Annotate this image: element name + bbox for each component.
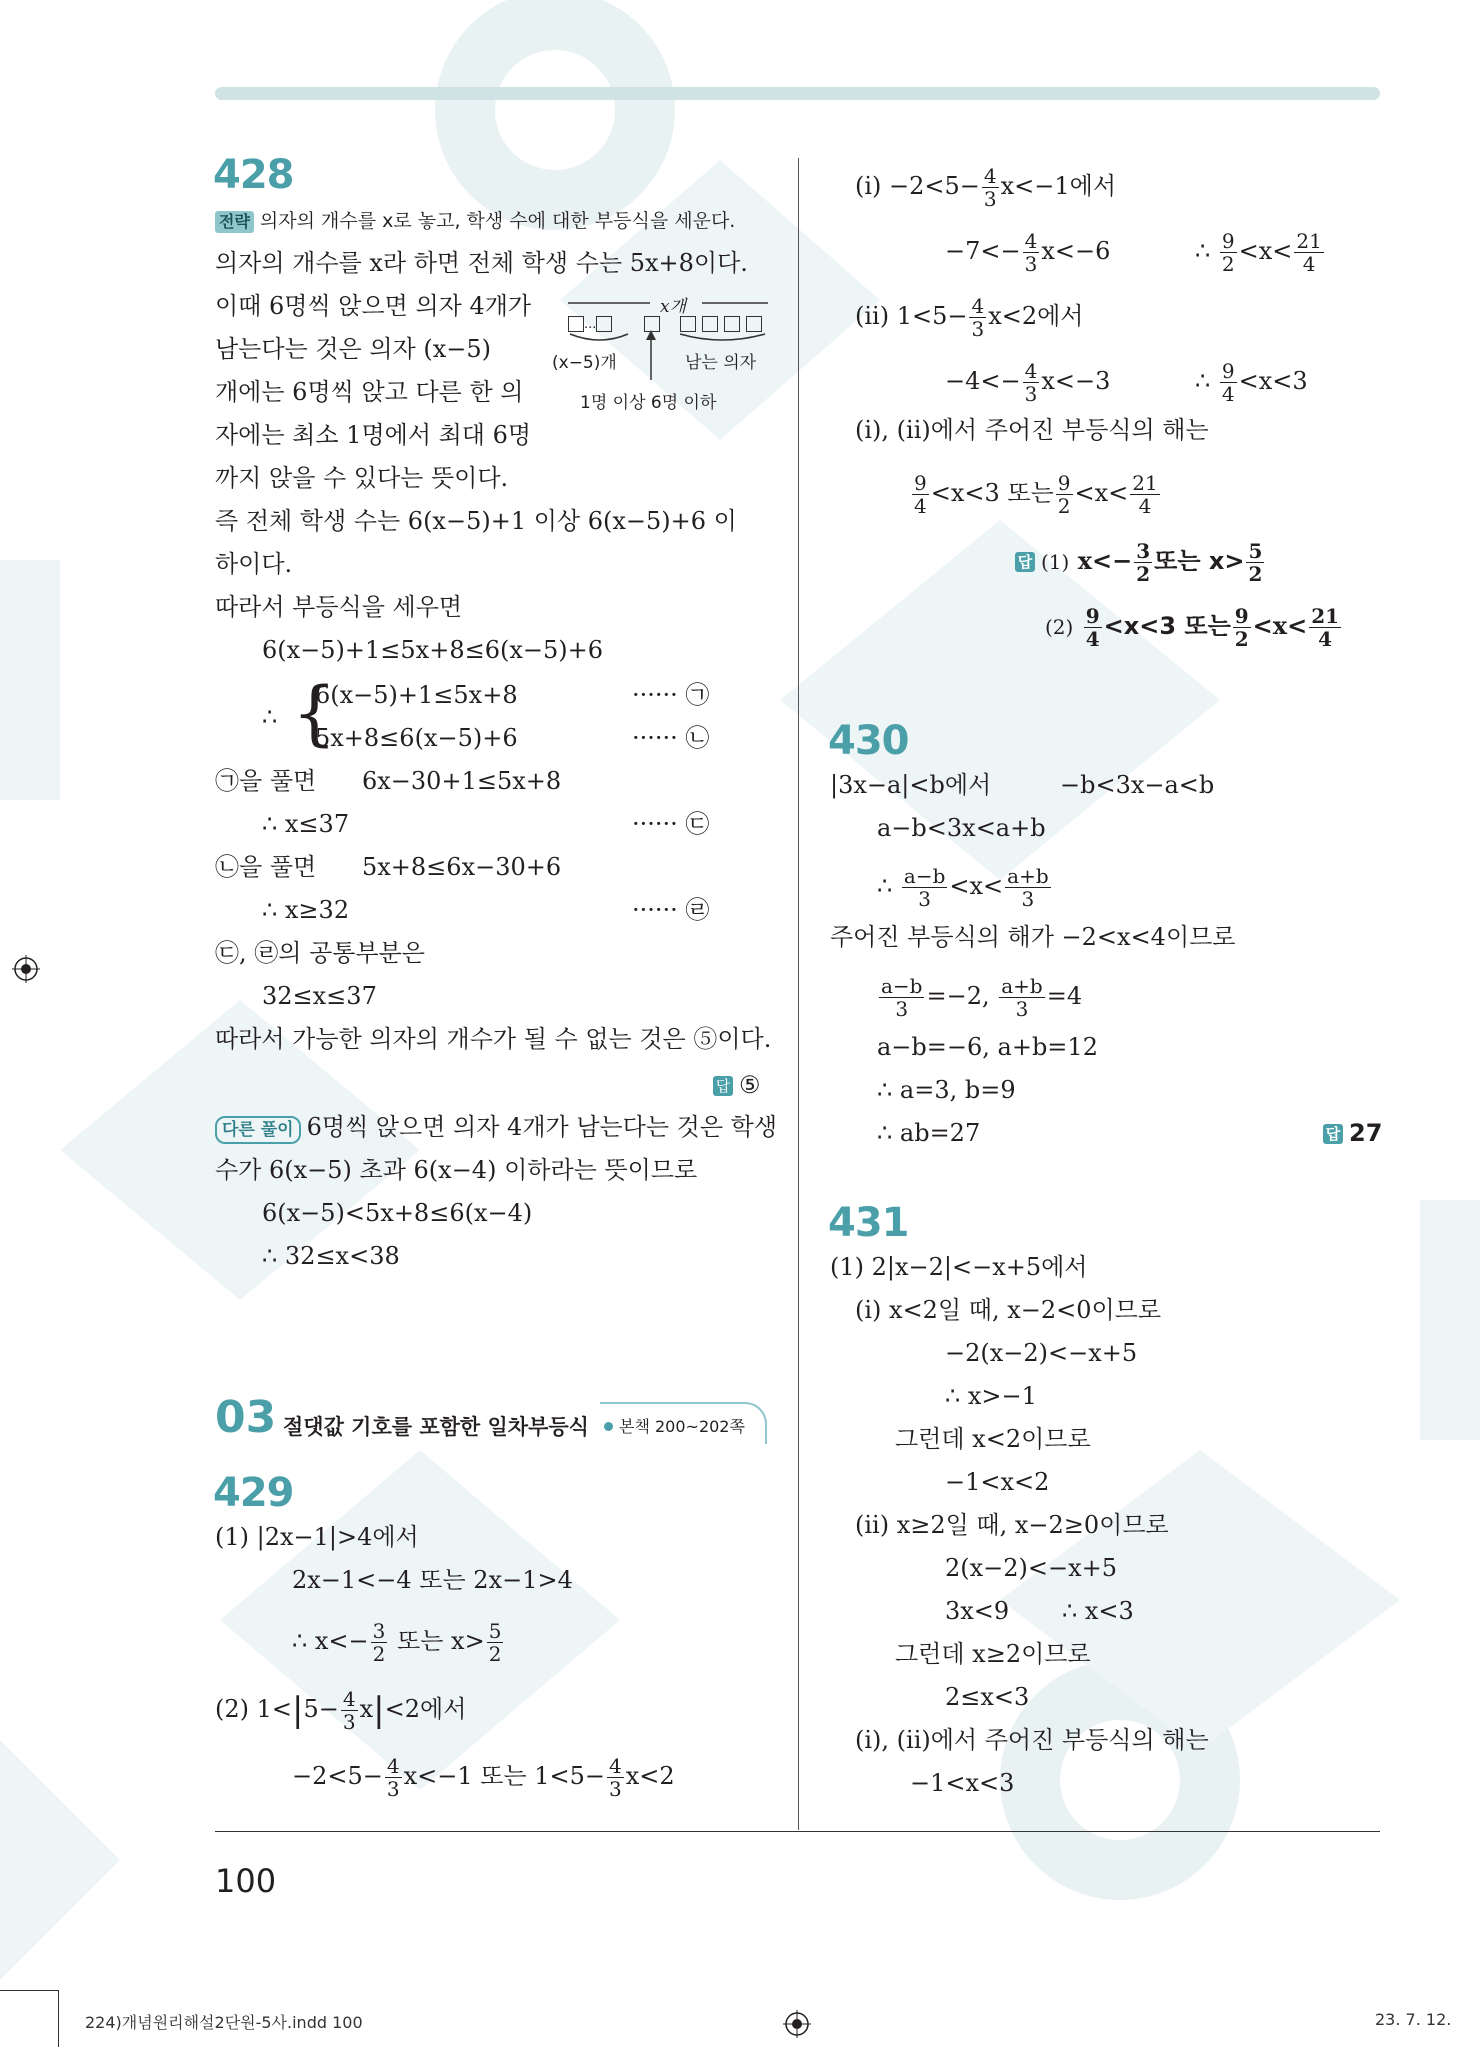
- text-line: 따라서 부등식을 세우면: [215, 593, 463, 621]
- section-reference: [604, 1414, 745, 1437]
- numerator: 9: [914, 471, 927, 495]
- answer-tag: 답: [1015, 552, 1035, 572]
- denominator: 4: [1221, 382, 1235, 406]
- math-text: x<2: [625, 1762, 675, 1790]
- fraction: [1056, 472, 1073, 517]
- alt-text: 6명씩 앉으면 의자 4개가 남는다는 것은 학생: [306, 1113, 778, 1141]
- math-line: [910, 472, 1162, 517]
- math-line: −b<3x−a<b: [1060, 771, 1215, 799]
- denominator: 3: [386, 1777, 400, 1801]
- abs-bar: |: [373, 1690, 385, 1730]
- math-line: 2(x−2)<−x+5: [945, 1554, 1118, 1582]
- diagram-bottom-label: 1명 이상 6명 이하: [580, 393, 717, 413]
- math-line: 2≤x<3: [945, 1683, 1030, 1711]
- math-text: x: [359, 1695, 374, 1723]
- fraction: [912, 472, 929, 517]
- numerator: 21: [1311, 604, 1340, 628]
- numerator: 4: [1024, 229, 1038, 253]
- strategy-text: 의자의 개수를 x로 놓고, 학생 수에 대한 부등식을 세운다.: [259, 210, 736, 232]
- fraction: [371, 1620, 388, 1665]
- math-line: |3x−a|<b에서: [830, 771, 992, 799]
- math-text: (i) −2<5−: [855, 172, 980, 200]
- math-line: 2x−1<−4 또는 2x−1>4: [292, 1566, 573, 1594]
- denominator: 3: [1024, 252, 1038, 276]
- answer-tag: 답: [1323, 1124, 1343, 1144]
- chair-box: [680, 316, 696, 332]
- math-text: <x<: [1252, 611, 1308, 640]
- therefore-symbol: ∴: [877, 872, 893, 900]
- math-text: =4: [1046, 982, 1083, 1010]
- diagram-top-label: x개: [660, 297, 687, 317]
- denominator: 4: [1138, 494, 1152, 518]
- fraction: [1084, 605, 1102, 650]
- math-text: <x<: [1074, 479, 1129, 507]
- abs-bar: |: [292, 1690, 304, 1730]
- math-text: x<−6: [1041, 237, 1111, 265]
- fraction: [879, 975, 924, 1020]
- denominator: 4: [1085, 627, 1100, 651]
- math-text: −4<−: [945, 367, 1021, 395]
- chair-box: [596, 316, 612, 332]
- chair-box: [644, 316, 660, 332]
- numerator: a−b: [881, 974, 923, 998]
- text-line: (i), (ii)에서 주어진 부등식의 해는: [855, 1726, 1209, 1754]
- registration-mark-icon: [783, 2010, 811, 2038]
- section-ref-text: 본책 200~202쪽: [619, 1417, 745, 1436]
- numerator: a+b: [1001, 974, 1043, 998]
- system-brace: {: [292, 672, 337, 754]
- denominator: 3: [609, 1777, 622, 1801]
- denominator: 3: [1021, 887, 1035, 911]
- numerator: 4: [983, 164, 997, 188]
- diagram-left-label: (x−5)개: [552, 353, 617, 373]
- fraction: [969, 295, 986, 340]
- top-decor-bar: [215, 87, 1380, 100]
- numerator: 9: [1221, 359, 1235, 383]
- equation-mark: ······ ㉢: [632, 810, 710, 838]
- text-line: 까지 앉을 수 있다는 뜻이다.: [215, 464, 509, 492]
- numerator: 9: [1085, 604, 1100, 628]
- math-line: 3x<9: [945, 1597, 1010, 1625]
- numerator: 4: [342, 1687, 356, 1711]
- fraction: [1294, 230, 1323, 275]
- text-line: (i), (ii)에서 주어진 부등식의 해는: [855, 416, 1209, 444]
- fraction: [1023, 230, 1040, 275]
- math-line: (1) 2|x−2|<−x+5에서: [830, 1253, 1088, 1281]
- diagram-right-label: 남는 의자: [685, 353, 757, 373]
- footer-date: 23. 7. 12.: [1375, 2010, 1452, 2029]
- fraction: [1220, 230, 1237, 275]
- text-line: 즉 전체 학생 수는 6(x−5)+1 이상 6(x−5)+6 이: [215, 507, 737, 535]
- text-line: 그런데 x≥2이므로: [895, 1640, 1091, 1668]
- math-line: [945, 360, 1110, 405]
- equation-mark: ······ ㉡: [632, 724, 710, 752]
- answer-tag: 답: [713, 1076, 733, 1096]
- fraction: [487, 1620, 504, 1665]
- denominator: 3: [895, 997, 909, 1021]
- registration-mark-icon: [12, 955, 40, 983]
- math-line: 32≤x≤37: [262, 982, 377, 1010]
- chair-box: [724, 316, 740, 332]
- denominator: 3: [983, 187, 997, 211]
- denominator: 4: [914, 494, 927, 518]
- diagram-dots: ···: [584, 321, 597, 336]
- fraction: [1134, 540, 1152, 585]
- math-text: x<−1 또는 1<5−: [403, 1762, 606, 1790]
- math-text: =−2,: [926, 982, 990, 1010]
- numerator: 21: [1296, 229, 1322, 253]
- math-line: ∴ a=3, b=9: [877, 1076, 1016, 1104]
- math-text: 또는 x>: [397, 1627, 485, 1655]
- math-text: −7<−: [945, 237, 1021, 265]
- denominator: 4: [1318, 627, 1333, 651]
- denominator: 4: [1302, 252, 1316, 276]
- problem-number-430: 430: [828, 718, 909, 764]
- math-text: x<2에서: [988, 302, 1084, 330]
- math-text: <x<: [949, 872, 1004, 900]
- math-line: [877, 865, 1053, 910]
- answer-value: 27: [1349, 1119, 1383, 1147]
- section-number: 03: [215, 1392, 277, 1443]
- text-line: 의자의 개수를 x라 하면 전체 학생 수는 5x+8이다.: [215, 249, 748, 277]
- math-text: x<−: [1077, 546, 1133, 575]
- math-line: a−b<3x<a+b: [877, 814, 1046, 842]
- column-divider: [798, 158, 799, 1830]
- math-line: 5x+8≤6(x−5)+6: [315, 724, 518, 752]
- math-line: [855, 295, 1084, 340]
- answer-value: ⑤: [739, 1071, 761, 1099]
- chair-box: [568, 316, 612, 336]
- text-line: 하이다.: [215, 550, 293, 578]
- numerator: 9: [1221, 229, 1235, 253]
- math-line: (1) |2x−1|>4에서: [215, 1523, 419, 1551]
- numerator: 9: [1234, 604, 1249, 628]
- math-line: [292, 1755, 675, 1800]
- math-line: 6(x−5)+1≤5x+8≤6(x−5)+6: [262, 636, 603, 664]
- denominator: 2: [1234, 627, 1249, 651]
- math-line: (ii) x≥2일 때, x−2≥0이므로: [855, 1511, 1169, 1539]
- math-line: −1<x<3: [910, 1769, 1015, 1797]
- math-text: <x<: [1238, 237, 1293, 265]
- math-line: ∴ x≥32: [262, 896, 350, 924]
- fraction: [1005, 865, 1050, 910]
- crop-mark: [0, 1990, 58, 1991]
- answer-label: (2): [1045, 615, 1074, 639]
- equation-mark: ······ ㉠: [632, 681, 710, 709]
- math-text: ∴ x<−: [292, 1627, 369, 1655]
- math-line: ∴ ab=27: [877, 1119, 981, 1147]
- empty-chairs: [680, 316, 762, 332]
- math-line: [1195, 360, 1308, 405]
- numerator: 9: [1057, 471, 1071, 495]
- text-line: 개에는 6명씩 앉고 다른 한 의: [215, 378, 524, 406]
- denominator: 2: [1248, 562, 1263, 586]
- strategy-line: [215, 206, 735, 236]
- math-line: 6(x−5)+1≤5x+8: [315, 681, 518, 709]
- denominator: 2: [372, 1642, 386, 1666]
- math-line: −1<x<2: [945, 1468, 1050, 1496]
- math-text: x<−3: [1041, 367, 1111, 395]
- therefore-symbol: ∴: [1195, 237, 1211, 265]
- denominator: 2: [1136, 562, 1151, 586]
- text-line: 주어진 부등식의 해가 −2<x<4이므로: [830, 923, 1236, 951]
- denominator: 2: [1057, 494, 1071, 518]
- problem-number-428: 428: [213, 152, 294, 198]
- crop-mark: [58, 1990, 59, 2047]
- denominator: 2: [488, 1642, 502, 1666]
- fraction: [1220, 360, 1237, 405]
- numerator: 4: [971, 294, 985, 318]
- therefore-symbol: ∴: [1195, 367, 1211, 395]
- bottom-rule: [215, 1831, 1380, 1832]
- answer-429-1: [1015, 540, 1266, 585]
- numerator: 21: [1132, 471, 1158, 495]
- numerator: 5: [488, 1619, 502, 1643]
- bullet-dot-icon: [604, 1422, 613, 1431]
- fraction: [1023, 360, 1040, 405]
- math-line: 6(x−5)<5x+8≤6(x−4): [262, 1199, 533, 1227]
- problem-number-431: 431: [828, 1200, 909, 1246]
- math-text: 또는 x>: [1154, 547, 1245, 575]
- math-line: [292, 1620, 505, 1665]
- math-text: x<−1에서: [1000, 172, 1117, 200]
- page-number: 100: [215, 1862, 277, 1900]
- math-line: 5x+8≤6x−30+6: [362, 853, 562, 881]
- math-line: [945, 230, 1110, 275]
- chair-diagram: [550, 290, 775, 420]
- numerator: 4: [609, 1754, 622, 1778]
- section-title: 절댓값 기호를 포함한 일차부등식: [283, 1415, 589, 1439]
- denominator: 3: [1024, 382, 1038, 406]
- fraction: [1233, 605, 1251, 650]
- answer-430: [1323, 1118, 1382, 1148]
- numerator: 3: [372, 1619, 386, 1643]
- math-text: −2<5−: [292, 1762, 383, 1790]
- alt-solution-tag: 다른 풀이: [215, 1116, 301, 1144]
- text-line: 이때 6명씩 앉으면 의자 4개가: [215, 292, 532, 320]
- math-text: 5−: [303, 1695, 339, 1723]
- text-line: 자에는 최소 1명에서 최대 6명: [215, 421, 532, 449]
- answer-428: [713, 1070, 761, 1100]
- fraction: [385, 1755, 402, 1800]
- fraction: [607, 1755, 624, 1800]
- fraction: [982, 165, 999, 210]
- math-line: (i) x<2일 때, x−2<0이므로: [855, 1296, 1162, 1324]
- denominator: 2: [1221, 252, 1235, 276]
- fraction: [999, 975, 1044, 1020]
- answer-label: (1): [1041, 550, 1070, 574]
- math-line: [855, 165, 1116, 210]
- footer-filename: 224)개념원리해설2단원-5사.indd 100: [85, 2013, 363, 2032]
- numerator: 4: [1024, 359, 1038, 383]
- fraction: [1309, 605, 1341, 650]
- math-text: <x<3 또는: [930, 479, 1054, 507]
- denominator: 3: [971, 317, 985, 341]
- math-line: ∴ 32≤x<38: [262, 1242, 400, 1270]
- math-line: [877, 975, 1082, 1020]
- occupied-chair: [644, 316, 660, 336]
- math-line: 6x−30+1≤5x+8: [362, 767, 562, 795]
- fraction: [341, 1688, 358, 1733]
- equation-mark: ······ ㉣: [632, 896, 710, 924]
- chair-box: [746, 316, 762, 332]
- text-line: 따라서 가능한 의자의 개수가 될 수 없는 것은 ⑤이다.: [215, 1025, 772, 1053]
- chair-box: [568, 316, 584, 332]
- text-line: ㉢, ㉣의 공통부분은: [215, 939, 425, 967]
- math-text: (2) 1<: [215, 1695, 293, 1723]
- math-text: (ii) 1<5−: [855, 302, 968, 330]
- fraction: [1130, 472, 1159, 517]
- math-line: [215, 1688, 466, 1733]
- math-line: [1195, 230, 1326, 275]
- math-line: −2(x−2)<−x+5: [945, 1339, 1138, 1367]
- answer-429-2: [1045, 605, 1343, 650]
- math-line: ∴ x<3: [1062, 1597, 1134, 1625]
- problem-number-429: 429: [213, 1470, 294, 1516]
- denominator: 3: [1015, 997, 1029, 1021]
- denominator: 3: [342, 1710, 356, 1734]
- numerator: 4: [386, 1754, 400, 1778]
- denominator: 3: [918, 887, 932, 911]
- alt-solution-line: [215, 1112, 777, 1144]
- numerator: 3: [1136, 539, 1151, 563]
- math-text: <x<3 또는: [1103, 612, 1231, 640]
- text-line: 그런데 x<2이므로: [895, 1425, 1091, 1453]
- therefore-symbol: ∴: [262, 703, 278, 731]
- math-text: <2에서: [384, 1695, 467, 1723]
- numerator: 5: [1248, 539, 1263, 563]
- numerator: a−b: [903, 864, 946, 888]
- numerator: a+b: [1007, 864, 1049, 888]
- math-text: <x<3: [1238, 367, 1308, 395]
- fraction: [902, 865, 947, 910]
- math-line: ∴ x>−1: [945, 1382, 1037, 1410]
- text-line: 남는다는 것은 의자 (x−5): [215, 335, 491, 363]
- chair-box: [702, 316, 718, 332]
- strategy-tag: 전략: [215, 211, 254, 233]
- math-line: ∴ x≤37: [262, 810, 350, 838]
- text-line: ㉡을 풀면: [215, 853, 317, 881]
- fraction: [1246, 540, 1264, 585]
- text-line: 수가 6(x−5) 초과 6(x−4) 이하라는 뜻이므로: [215, 1156, 698, 1184]
- text-line: ㉠을 풀면: [215, 767, 317, 795]
- math-line: a−b=−6, a+b=12: [877, 1033, 1098, 1061]
